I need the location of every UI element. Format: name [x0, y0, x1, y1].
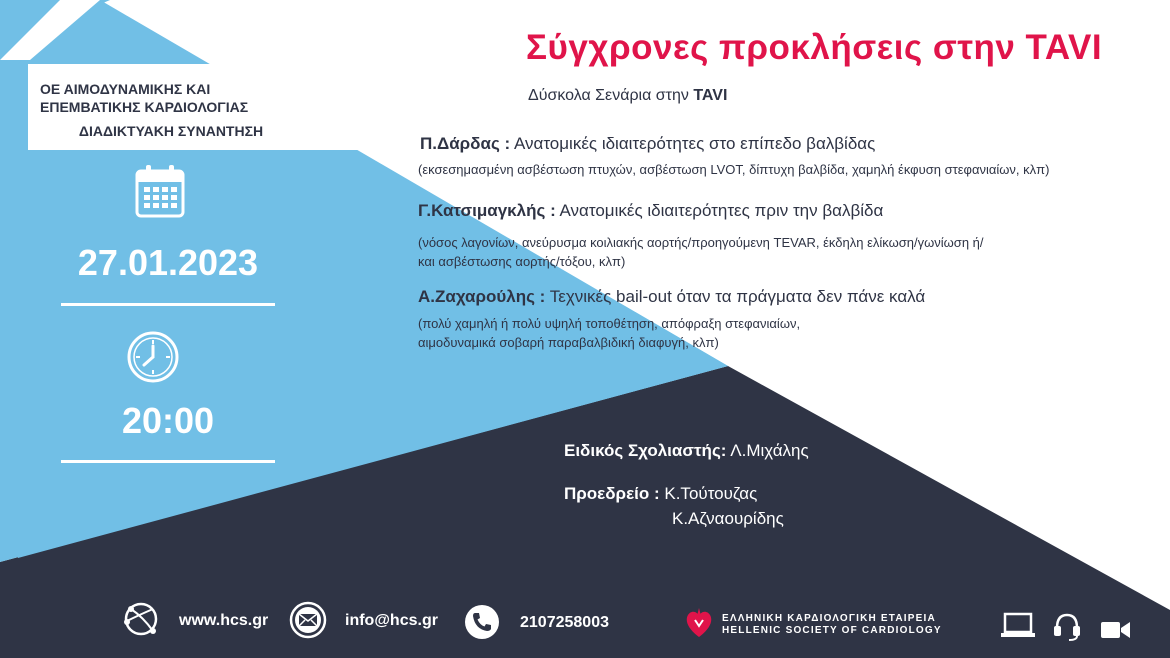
meeting-type: ΔΙΑΔΙΚΤΥΑΚΗ ΣΥΝΑΝΤΗΣΗ	[78, 123, 264, 139]
talk-1-heading	[420, 134, 875, 154]
calendar-icon	[135, 164, 185, 223]
talk-1-speaker: Π.Δάρδας :	[420, 134, 511, 153]
organizer-block	[40, 80, 302, 140]
talk-2-topic: Ανατομικές ιδιαιτερότητες πριν την βαλβίδα	[555, 201, 884, 220]
event-title: Σύγχρονες προκλήσεις στην TAVI	[526, 28, 1103, 67]
globe-icon	[123, 601, 159, 642]
website-link[interactable]: www.hcs.gr	[179, 612, 269, 629]
phone-number[interactable]: 2107258003	[520, 614, 609, 631]
hcs-heart-logo	[684, 606, 714, 645]
talk-1-details	[418, 160, 1049, 179]
commentator-label: Ειδικός Σχολιαστής:	[564, 441, 727, 460]
chairs	[564, 484, 757, 504]
clock-icon	[126, 330, 180, 389]
commentator-name: Λ.Μιχάλης	[726, 441, 809, 460]
event-time: 20:00	[121, 400, 215, 441]
talk-3-speaker: Α.Ζαχαρούλης :	[418, 287, 546, 306]
talk-3-heading	[418, 287, 925, 307]
subtitle-bold: TAVI	[693, 87, 728, 104]
talk-3-detail-line-1: (πολύ χαμηλή ή πολύ υψηλή τοποθέτηση, απόφραξη στεφανιαίων,	[418, 316, 801, 331]
email-link[interactable]: info@hcs.gr	[345, 612, 438, 629]
event-date: 27.01.2023	[77, 242, 259, 283]
time-divider	[61, 460, 275, 463]
phone-icon	[463, 603, 501, 646]
laptop-icon	[1001, 612, 1035, 645]
talk-2-detail-line-1: (νόσος λαγονίων, ανεύρυσμα κοιλιακής αορτής/προηγούμενη TEVAR, έκδηλη ελίκωση/γωνίωση ή/	[418, 235, 984, 250]
event-subtitle	[528, 87, 727, 105]
talk-2-heading	[418, 201, 883, 221]
headset-icon	[1053, 612, 1081, 647]
date-divider	[61, 303, 275, 306]
talk-2-detail-line-2: και ασβέστωσης αορτής/τόξου, κλπ)	[418, 254, 626, 269]
hcs-name-block	[722, 613, 942, 637]
chair-2-name: Κ.Αζναουρίδης	[672, 509, 784, 528]
hcs-name-greek: ΕΛΛΗΝΙΚΗ ΚΑΡΔΙΟΛΟΓΙΚΗ ΕΤΑΙΡΕΙΑ	[722, 613, 936, 624]
commentator	[564, 441, 809, 461]
chairs-label: Προεδρείο :	[564, 484, 660, 503]
talk-2-speaker: Γ.Κατσιμαγκλής :	[418, 201, 556, 220]
talk-3-detail-line-2: αιμοδυναμικά σοβαρή παραβαλβιδική διαφυγή, κλπ)	[418, 335, 719, 350]
envelope-icon	[289, 601, 327, 644]
talk-3-details	[418, 314, 800, 352]
video-camera-icon	[1101, 620, 1131, 645]
subtitle-text: Δύσκολα Σενάρια στην	[528, 87, 694, 104]
hcs-name-english: HELLENIC SOCIETY OF CARDIOLOGY	[722, 625, 942, 636]
organizer-line-2: ΕΠΕΜΒΑΤΙΚΗΣ ΚΑΡΔΙΟΛΟΓΙΑΣ	[40, 99, 249, 115]
talk-1-topic: Ανατομικές ιδιαιτερότητες στο επίπεδο βαλβίδας	[510, 134, 876, 153]
organizer-line-1: ΟΕ ΑΙΜΟΔΥΝΑΜΙΚΗΣ ΚΑΙ	[40, 81, 211, 97]
talk-1-detail-line: (εκσεσημασμένη ασβέστωση πτυχών, ασβέστωση LVOT, δίπτυχη βαλβίδα, χαμηλή έκφυση στεφανιαίων, κλπ)	[418, 162, 1050, 177]
chair-1-name: Κ.Τούτουζας	[659, 484, 758, 503]
talk-2-details	[418, 233, 984, 271]
talk-3-topic: Τεχνικές bail-out όταν τα πράγματα δεν πάνε καλά	[545, 287, 926, 306]
